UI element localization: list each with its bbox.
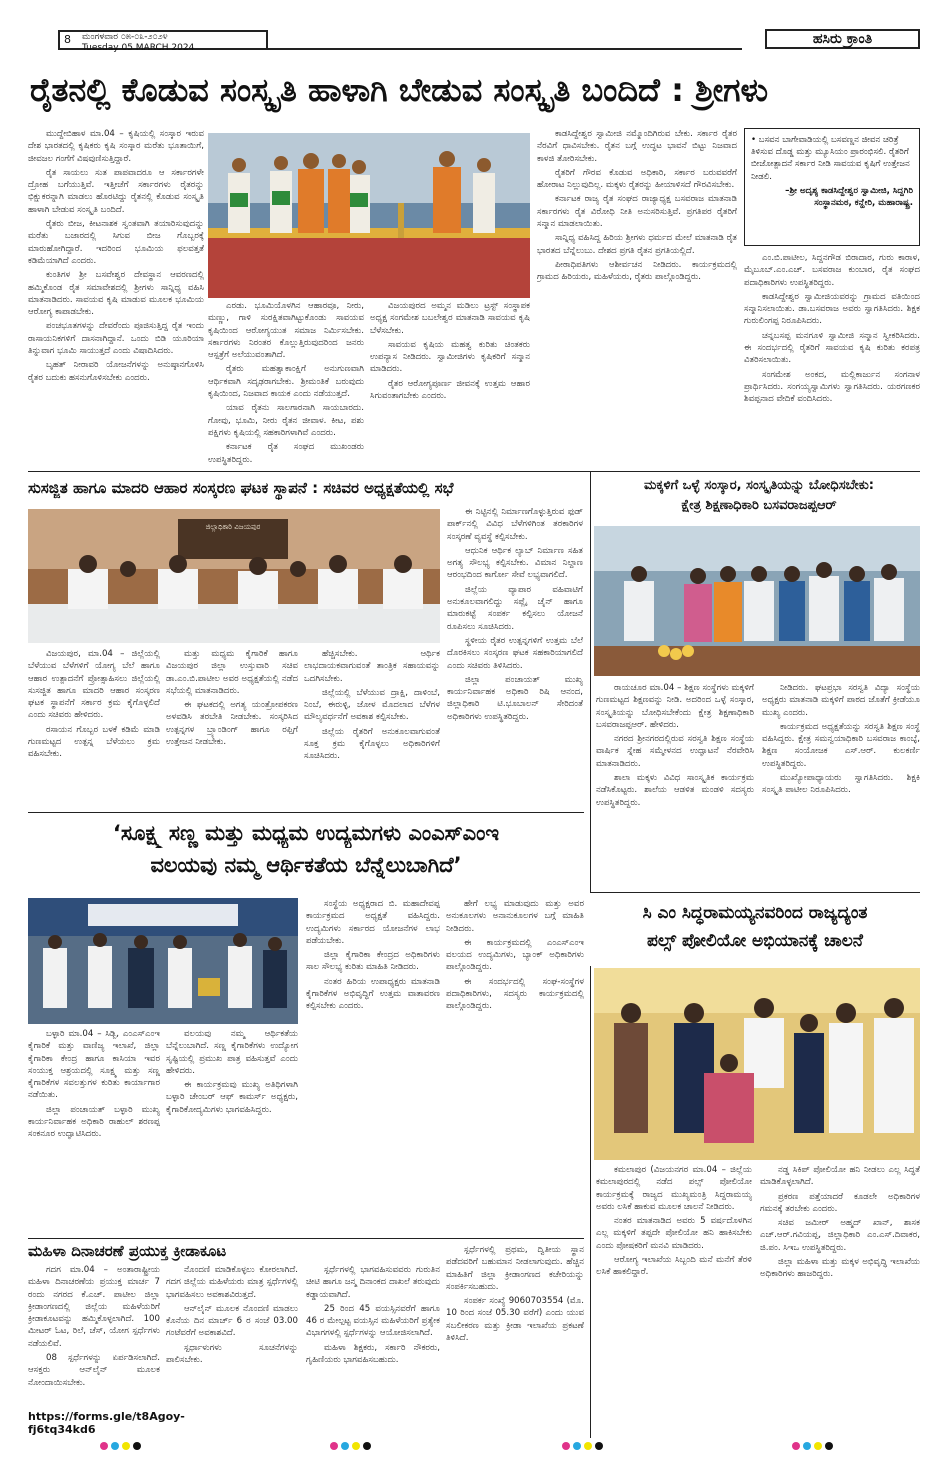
womens-day-paragraph: ಸ್ಪರ್ಧಾಳುಗಳು ಸೂಚನೆಗಳನ್ನು ಪಾಲಿಸಬೇಕು.: [166, 1342, 298, 1366]
lead-paragraph: ಯಾವ ರೈತನು ಸಾಲಗಾರನಾಗಿ ಸಾಯಬಾರದು. ಗೋವು, ಭೂಮಿ, ನೀರು ರೈತನ ಜೀವಾಳ. ಕೀಟ, ಪಶು ಪಕ್ಷಿಗಳು ಕೃಷಿಯಲ್ಲಿ ಸಹಕಾರಿಗಳಾಗಿವೆ ಎಂದರು.: [208, 403, 364, 438]
registration-dot: [814, 1442, 822, 1450]
registration-dot: [330, 1442, 338, 1450]
womens-day-paragraph: ಸ್ಪರ್ಧೆಗಳಲ್ಲಿ ಭಾಗವಹಿಸುವವರು ಗುರುತಿನ ಚೀಟಿ ಹಾಗೂ ಜನ್ಮ ದಿನಾಂಕದ ದಾಖಲೆ ತರುವುದು ಕಡ್ಡಾಯವಾಗಿದೆ.: [306, 1265, 440, 1300]
lead-paragraph: ಎರಡು. ಭೂಮಿಯೊಳಗಿನ ಆಹಾರವೂ, ನೀರು, ಮಣ್ಣು, ಗಾಳಿ ಸುರಕ್ಷಿತವಾಗಿಟ್ಟುಕೊಂಡು ಸಾವಯವ ಕೃಷಿಯಿಂದ ಆರೋಗ್ಯಯುತ ಸಮಾಜ ನಿರ್ಮಿಸಬೇಕು. ಸರ್ಕಾರಗಳು ನಿರಂತರ ಕೊಲ್ಲುತ್ತಿರುವುದರಿಂದ ಜನರು ಆಸ್ಪತ್ರೆಗೆ ಅಲೆಯುವಂತಾಗಿದೆ.: [208, 301, 364, 361]
womens-day-column-1: [28, 1264, 160, 1406]
polio-paragraph: ಕಮಲಾಪುರ (ವಿಜಯನಗರ ಮಾ.04 – ಜಿಲ್ಲೆಯ ಕಮಲಾಪುರದಲ್ಲಿ ನಡೆದ ಪಲ್ಸ್ ಪೋಲಿಯೋ ಕಾರ್ಯಕ್ರಮಕ್ಕೆ ರಾಜ್ಯದ ಮುಖ್ಯಮಂತ್ರಿ ಸಿದ್ದರಾಮಯ್ಯ ಅವರು ಲಸಿಕೆ ಹಾಕುವ ಮೂಲಕ ಚಾಲನೆ ನೀಡಿದರು.: [596, 1165, 752, 1212]
food-paragraph: ರಸಾಯನ ಗೊಬ್ಬರ ಬಳಕೆ ಕಡಿಮೆ ಮಾಡಿ ಗುಣಮಟ್ಟದ ಉತ್ಪನ್ನ ಬೆಳೆಯಲು ಕ್ರಮ ವಹಿಸಬೇಕು.: [28, 724, 160, 760]
polio-paragraph: ಪ್ರಕರಣ ಪತ್ತೆಯಾದರೆ ಕೂಡಲೇ ಅಧಿಕಾರಿಗಳ ಗಮನಕ್ಕೆ ತರಬೇಕು ಎಂದರು.: [760, 1191, 920, 1214]
msme-paragraph: ಜಿಲ್ಲಾ ಪಂಚಾಯತ್ ಬಳ್ಳಾರಿ ಮುಖ್ಯ ಕಾರ್ಯನಿರ್ವಾಹಕ ಅಧಿಕಾರಿ ರಾಹುಲ್ ಶರಣಪ್ಪ ಸಂಕನೂರ ಉದ್ಘಾಟಿಸಿದರು.: [28, 1104, 160, 1140]
lead-paragraph: ಮುದ್ದೇಬಿಹಾಳ ಮಾ.04 – ಕೃಷಿಯಲ್ಲಿ ಸಂಸ್ಕಾರ ಇರುವ ದೇಶ ಭಾರತದಲ್ಲಿ ಕೃಷಿಕರು ಕೃಷಿ ಸಂಸ್ಕಾರ ಮರೆತು ಭೂತಾಯಿಗೆ, ಜೀವಜಲ ಗಂಗೆಗೆ ವಿಷವುಣಿಸುತ್ತಿದ್ದಾರೆ.: [28, 129, 204, 164]
polio-event-photo-image: [594, 968, 920, 1160]
weekday-date-english: Tuesday 05 MARCH 2024: [82, 43, 195, 53]
food-paragraph: ಜಿಲ್ಲೆಯ ರೈತರಿಗೆ ಅನುಕೂಲವಾಗುವಂತೆ ಸೂಕ್ತ ಕ್ರಮ ಕೈಗೊಳ್ಳಲು ಅಧಿಕಾರಿಗಳಿಗೆ ಸೂಚಿಸಿದರು.: [304, 726, 440, 762]
msme-paragraph: ಈ ಕಾರ್ಯಕ್ರಮದಲ್ಲಿ ಎಂಎಸ್ಎಂಇ ವಲಯದ ಉದ್ಯಮಿಗಳು, ಬ್ಯಾಂಕ್ ಅಧಿಕಾರಿಗಳು ಪಾಲ್ಗೊಂಡಿದ್ದರು.: [446, 937, 584, 973]
msme-event-photo-image: [28, 898, 298, 1024]
food-paragraph: ಹೆಚ್ಚಿಸಬೇಕು. ಆರ್ಥಿಕ ಲಾಭದಾಯಕವಾಗುವಂತೆ ತಾಂತ್ರಿಕ ಸಹಾಯವನ್ನು ಒದಗಿಸಬೇಕು.: [304, 649, 440, 684]
food-story-right-column: [447, 506, 583, 806]
lead-paragraph: ವಿಜಯಪುರದ ಅಮ್ಮನ ಮಡಿಲು ಟ್ರಸ್ಟ್ ಸಂಸ್ಥಾಪಕ ಅಧ್ಯಕ್ಷ ಸಂಗಮೇಶ ಬಬಲೇಶ್ವರ ಮಾತನಾಡಿ ಸಾವಯವ ಕೃಷಿ ಬೆಳೆಸಬೇಕು.: [370, 301, 530, 336]
quote-text: • ಬಸವನ ಬಾಗೇವಾಡಿಯಲ್ಲಿ ಬಸವಣ್ಣನ ಜೀವನ ಚರಿತ್ರೆ ತಿಳಿಸುವ ದೊಡ್ಡ ಮತ್ತು ಮ್ಯೂಸಿಯಂ ಪ್ರಾರಂಭಿಸಲಿ. ರೈತರಿಗೆ ಬೀಜೋತ್ಪಾದನೆ ಸರ್ಕಾರ ನೀಡಿ ಸಾವಯವ ಕೃಷಿಗೆ ಉತ್ತೇಜನ ನೀಡಲಿ.: [751, 135, 910, 182]
lead-paragraph: ಪೀಠಾಧಿಪತಿಗಳು ಆಶೀರ್ವಚನ ನೀಡಿದರು. ಕಾರ್ಯಕ್ರಮದಲ್ಲಿ ಗ್ರಾಮದ ಹಿರಿಯರು, ಮಹಿಳೆಯರು, ರೈತರು ಪಾಲ್ಗೊಂಡಿದ್ದರು.: [537, 259, 737, 283]
lead-paragraph: ಕರ್ನಾಟಕ ರಾಜ್ಯ ರೈತ ಸಂಘದ ರಾಜ್ಯಾಧ್ಯಕ್ಷ ಬಸವರಾಜ ಮಾತನಾಡಿ ಸರ್ಕಾರಗಳು ರೈತ ವಿರೋಧಿ ನೀತಿ ಅನುಸರಿಸುತ್ತಿವೆ. ಪ್ರಗತಿಪರ ರೈತರಿಗೆ ಸನ್ಮಾನ ಮಾಡಲಾಯಿತು.: [537, 194, 737, 230]
teacher-paragraph: ಕಾರ್ಯಕ್ರಮದ ಅಧ್ಯಕ್ಷತೆಯನ್ನು ಸರಸ್ವತಿ ಶಿಕ್ಷಣ ಸಂಸ್ಥೆ ವಹಿಸಿದ್ದರು. ಕ್ಷೇತ್ರ ಸಮನ್ವಯಾಧಿಕಾರಿ ಬಸವರಾಜ ಕಾಂಬ್ಳೆ, ಶಿಕ್ಷಣ ಸಂಯೋಜಕ ಎಸ್.ಆರ್. ಕುಲಕರ್ಣಿ ಉಪಸ್ಥಿತರಿದ್ದರು.: [762, 721, 920, 769]
lead-paragraph: ಕಾಡಸಿದ್ದೇಶ್ವರ ಸ್ವಾಮೀಜಿಯವರನ್ನು ಗ್ರಾಮದ ವತಿಯಿಂದ ಸನ್ಮಾನಿಸಲಾಯಿತು. ಡಾ.ಬಸವರಾಜ ಅವರು ಸ್ವಾಗತಿಸಿದರು. ಶಿಕ್ಷಕ ಗುರುಲಿಂಗಪ್ಪ ನಿರೂಪಿಸಿದರು.: [744, 291, 920, 327]
photo-sign: ಜಿಲ್ಲಾಧಿಕಾರಿ ವಿಜಯಪುರ: [205, 523, 261, 531]
registration-dot: [562, 1442, 570, 1450]
registration-dot: [133, 1442, 141, 1450]
page-number-box: [58, 30, 268, 53]
registration-marks: [330, 1442, 371, 1450]
polio-column-1: [596, 1164, 752, 1434]
registration-dot: [803, 1442, 811, 1450]
womens-day-paragraph: 25 ರಿಂದ 45 ವಯಸ್ಸಿನವರೆಗೆ ಹಾಗೂ 46 ರ ಮೇಲ್ಪಟ್ಟ ವಯಸ್ಸಿನ ಮಹಿಳೆಯರಿಗೆ ಪ್ರತ್ಯೇಕ ವಿಭಾಗಗಳಲ್ಲಿ ಸ್ಪರ್ಧೆಗಳನ್ನು ಆಯೋಜಿಸಲಾಗಿದೆ.: [306, 1303, 440, 1339]
lead-paragraph: ಸಂಗಮೇಶ ಅಂಕದ, ಮಲ್ಲಿಕಾರ್ಜುನ ಸಂಗನಾಳ ಪ್ರಾರ್ಥಿಸಿದರು. ಸಂಗಯ್ಯಸ್ವಾಮಿಗಳು ಸ್ವಾಗತಿಸಿದರು. ಯರಗಣಕರ ಶಿವಪ್ಪನಾದ ವೇದಿಕೆ ವಂದಿಸಿದರು.: [744, 369, 920, 405]
teacher-story-headline-line1: ಮಕ್ಕಳಿಗೆ ಒಳ್ಳೆ ಸಂಸ್ಕಾರ, ಸಂಸ್ಕೃತಿಯನ್ನು ಬೋಧಿಸಬೇಕು:: [644, 478, 874, 493]
womens-day-paragraph: ಗದಗ ಮಾ.04 – ಅಂತಾರಾಷ್ಟ್ರೀಯ ಮಹಿಳಾ ದಿನಾಚರಣೆಯ ಪ್ರಯುಕ್ತ ಮಾರ್ಚ 7 ರಂದು ನಗರದ ಕೆ.ಎಚ್. ಪಾಟೀಲ ಜಿಲ್ಲಾ ಕ್ರೀಡಾಂಗಣದಲ್ಲಿ ಜಿಲ್ಲೆಯ ಮಹಿಳೆಯರಿಗೆ ಕ್ರೀಡಾಕೂಟವನ್ನು ಹಮ್ಮಿಕೊಳ್ಳಲಾಗಿದೆ. 100 ಮೀಟರ್ ಓಟ, ರಿಲೆ, ಚೆಸ್, ಯೋಗ ಸ್ಪರ್ಧೆಗಳು ನಡೆಯಲಿವೆ.: [28, 1265, 160, 1349]
lead-paragraph: ಸಾವಯವ ಕೃಷಿಯ ಮಹತ್ವ ಕುರಿತು ಚಿಂತಕರು ಉಪನ್ಯಾಸ ನೀಡಿದರು. ಸ್ವಾಮೀಜಿಗಳು ಕೃಷಿಕರಿಗೆ ಸನ್ಮಾನ ಮಾಡಿದರು.: [370, 339, 530, 375]
lead-column-2: [208, 300, 364, 468]
registration-dot: [100, 1442, 108, 1450]
msme-paragraph: ಸಂಸ್ಥೆಯ ಅಧ್ಯಕ್ಷರಾದ ಬಿ. ಮಹಾದೇವಪ್ಪ ಕಾರ್ಯಕ್ರಮದ ಅಧ್ಯಕ್ಷತೆ ವಹಿಸಿದ್ದರು. ಉದ್ಯಮಿಗಳು ಸರ್ಕಾರದ ಯೋಜನೆಗಳ ಲಾಭ ಪಡೆಯಬೇಕು.: [306, 899, 440, 946]
lead-paragraph: ಕರ್ನಾಟಕ ರೈತ ಸಂಘದ ಮುಖಂಡರು ಉಪಸ್ಥಿತರಿದ್ದರು.: [208, 442, 364, 465]
food-paragraph: ವಿಜಯಪುರ, ಮಾ.04 – ಜಿಲ್ಲೆಯಲ್ಲಿ ಬೆಳೆಯುವ ಬೆಳೆಗಳಿಗೆ ಯೋಗ್ಯ ಬೆಲೆ ಹಾಗೂ ಆಹಾರ ಉತ್ಪಾದನೆಗೆ ಪ್ರೋತ್ಸಾಹಿಸಲು ಜಿಲ್ಲೆಯಲ್ಲಿ ಸುಸಜ್ಜಿತ ಹಾಗೂ ಮಾದರಿ ಆಹಾರ ಸಂಸ್ಕರಣ ಘಟಕ ಸ್ಥಾಪನೆಗೆ ಸರ್ಕಾರ ಕ್ರಮ ಕೈಗೊಳ್ಳಲಿದೆ ಎಂದು ಸಚಿವರು ಹೇಳಿದರು.: [28, 649, 160, 721]
womens-day-column-4: [446, 1244, 584, 1434]
womens-day-paragraph: ಸ್ಪರ್ಧೆಗಳಲ್ಲಿ ಪ್ರಥಮ, ದ್ವಿತೀಯ ಸ್ಥಾನ ಪಡೆದವರಿಗೆ ಬಹುಮಾನ ನೀಡಲಾಗುವುದು. ಹೆಚ್ಚಿನ ಮಾಹಿತಿಗೆ ಜಿಲ್ಲಾ ಕ್ರೀಡಾಂಗಣದ ಕಚೇರಿಯನ್ನು ಸಂಪರ್ಕಿಸಬಹುದು.: [446, 1245, 584, 1292]
food-story-headline: ಸುಸಜ್ಜಿತ ಹಾಗೂ ಮಾದರಿ ಆಹಾರ ಸಂಸ್ಕರಣ ಘಟಕ ಸ್ಥಾಪನೆ : ಸಚಿವರ ಅಧ್ಯಕ್ಷತೆಯಲ್ಲಿ ಸಭೆ: [28, 479, 454, 497]
registration-marks: [562, 1442, 603, 1450]
lead-paragraph: ಚನ್ನಬಸಪ್ಪ ಮನಗೂಳಿ ಸ್ವಾಮೀಜಿ ಸನ್ಮಾನ ಸ್ವೀಕರಿಸಿದರು. ಈ ಸಂದರ್ಭದಲ್ಲಿ ರೈತರಿಗೆ ಸಾವಯವ ಕೃಷಿ ಕುರಿತು ಕರಪತ್ರ ವಿತರಿಸಲಾಯಿತು.: [744, 330, 920, 366]
lead-column-1: [28, 128, 204, 468]
section-divider: [28, 471, 920, 472]
teacher-story-column-2: [762, 682, 920, 887]
womens-day-column-3: [306, 1264, 440, 1434]
column-divider: [590, 472, 591, 892]
food-paragraph: ಸ್ಥಳೀಯ ರೈತರ ಉತ್ಪನ್ನಗಳಿಗೆ ಉತ್ತಮ ಬೆಲೆ ದೊರಕಿಸಲು ಸಂಸ್ಕರಣ ಘಟಕ ಸಹಕಾರಿಯಾಗಲಿದೆ ಎಂದು ಸಚಿವರು ತಿಳಿಸಿದರು.: [447, 635, 583, 671]
newspaper-brand: ಹಸಿರು ಕ್ರಾಂತಿ: [765, 29, 920, 49]
womens-day-paragraph: ನೊಂದಣಿ ಮಾಡಿಕೊಳ್ಳಲು ಕೋರಲಾಗಿದೆ. ಗದಗ ಜಿಲ್ಲೆಯ ಮಹಿಳೆಯರು ಮಾತ್ರ ಸ್ಪರ್ಧೆಗಳಲ್ಲಿ ಭಾಗವಹಿಸಲು ಅವಕಾಶವಿರುತ್ತದೆ.: [166, 1265, 298, 1300]
registration-dot: [792, 1442, 800, 1450]
polio-headline-line1: ಸಿ ಎಂ ಸಿದ್ಧರಾಮಯ್ಯನವರಿಂದ ರಾಜ್ಯದ್ಯಂತ: [642, 903, 868, 923]
food-paragraph: ಈ ಘಟಕದಲ್ಲಿ ಅಗತ್ಯ ಯಂತ್ರೋಪಕರಣ ಅಳವಡಿಸಿ ತರಬೇತಿ ನೀಡಬೇಕು. ಸಂಸ್ಕರಿಸಿದ ಉತ್ಪನ್ನಗಳ ಬ್ರ್ಯಾಂಡಿಂಗ್ ಹಾಗೂ ರಫ್ತಿಗೆ ಉತ್ತೇಜನ ನೀಡಬೇಕು.: [166, 700, 298, 748]
msme-paragraph: ಹೇಗೆ ಲಭ್ಯ ಮಾಡುವುದು ಮತ್ತು ಅವರ ಅನುಕೂಲಗಳು ಅನಾನುಕೂಲಗಳ ಬಗ್ಗೆ ಮಾಹಿತಿ ನೀಡಿದರು.: [446, 899, 584, 934]
registration-dot: [573, 1442, 581, 1450]
msme-paragraph: ಈ ಸಂದರ್ಭದಲ್ಲಿ ಸಂಘ-ಸಂಸ್ಥೆಗಳ ಪದಾಧಿಕಾರಿಗಳು, ಸದಸ್ಯರು ಕಾರ್ಯಕ್ರಮದಲ್ಲಿ ಪಾಲ್ಗೊಂಡಿದ್ದರು.: [446, 976, 584, 1012]
registration-link[interactable]: https://forms.gle/t8Agoy-fj6tq34kd6: [28, 1410, 185, 1436]
registration-dot: [111, 1442, 119, 1450]
registration-dot: [341, 1442, 349, 1450]
womens-day-paragraph: ಮಹಿಳಾ ಶಿಕ್ಷಕರು, ಸರ್ಕಾರಿ ನೌಕರರು, ಗೃಹಿಣಿಯರು ಭಾಗವಹಿಸಬಹುದು.: [306, 1342, 440, 1366]
polio-paragraph: ನಂತರ ಮಾತನಾಡಿದ ಅವರು 5 ವರ್ಷದೊಳಗಿನ ಎಲ್ಲ ಮಕ್ಕಳಿಗೆ ತಪ್ಪದೇ ಪೋಲಿಯೋ ಹನಿ ಹಾಕಿಸಬೇಕು ಎಂದು ಪೋಷಕರಿಗೆ ಮನವಿ ಮಾಡಿದರು.: [596, 1216, 752, 1251]
registration-dot: [363, 1442, 371, 1450]
polio-paragraph: ಜಿಲ್ಲಾ ಮಹಿಳಾ ಮತ್ತು ಮಕ್ಕಳ ಅಭಿವೃದ್ಧಿ ಇಲಾಖೆಯ ಅಧಿಕಾರಿಗಳು ಹಾಜರಿದ್ದರು.: [760, 1257, 920, 1280]
food-paragraph: ಮತ್ತು ಮಧ್ಯಮ ಕೈಗಾರಿಕೆ ಹಾಗೂ ವಿಜಯಪುರ ಜಿಲ್ಲಾ ಉಸ್ತುವಾರಿ ಸಚಿವ ಡಾ.ಎಂ.ಬಿ.ಪಾಟೀಲ ಅವರ ಅಧ್ಯಕ್ಷತೆಯಲ್ಲಿ ನಡೆದ ಸಭೆಯಲ್ಲಿ ಮಾತನಾಡಿದರು.: [166, 649, 298, 696]
lead-headline: ರೈತನಲ್ಲಿ ಕೊಡುವ ಸಂಸ್ಕೃತಿ ಹಾಳಾಗಿ ಬೇಡುವ ಸಂಸ್ಕೃತಿ ಬಂದಿದೆ : ಶ್ರೀಗಳು: [30, 71, 769, 109]
lead-paragraph: ಎಂ.ಬಿ.ಪಾಟೀಲ, ಸಿದ್ದನಗೌಡ ಬಿರಾದಾರ, ಗುರು ಕಾರಾಳ, ಮೈಬೂಬ್.ಎಂ.ಎಚ್. ಬಸವರಾಜ ಕುಂಬಾರ, ರೈತ ಸಂಘದ ಪದಾಧಿಕಾರಿಗಳು ಉಪಸ್ಥಿತರಿದ್ದರು.: [744, 253, 920, 288]
lead-photo-image: [208, 133, 530, 298]
food-paragraph: ಆಧುನಿಕ ಆರ್ಥಿಕ ಲ್ಯಾಬ್ ನಿರ್ಮಾಣ ಸಹಿತ ಅಗತ್ಯ ಸೌಲಭ್ಯ ಕಲ್ಪಿಸಬೇಕು. ವಿಮಾನ ನಿಲ್ದಾಣ ಆರಂಭದಿಂದ ಕಾರ್ಗೋ ಸೇವೆ ಲಭ್ಯವಾಗಲಿದೆ.: [447, 545, 583, 581]
section-divider: [590, 892, 920, 893]
masthead-rule: [268, 48, 742, 50]
msme-paragraph: ಜಿಲ್ಲಾ ಕೈಗಾರಿಕಾ ಕೇಂದ್ರದ ಅಧಿಕಾರಿಗಳು ಸಾಲ ಸೌಲಭ್ಯ ಕುರಿತು ಮಾಹಿತಿ ನೀಡಿದರು.: [306, 950, 440, 973]
teacher-paragraph: ನೀಡಿದರು. ಘಟಪ್ರಭಾ ಸರಸ್ವತಿ ವಿದ್ಯಾ ಸಂಸ್ಥೆಯ ಅಧ್ಯಕ್ಷರು ಮಾತನಾಡಿ ಮಕ್ಕಳಿಗೆ ಪಾಠದ ಜೊತೆಗೆ ಕ್ರೀಡೆಯೂ ಮುಖ್ಯ ಎಂದರು.: [762, 683, 920, 718]
food-story-column-2: [166, 648, 298, 808]
msme-paragraph: ಈ ಕಾರ್ಯಕ್ರಮವು ಮುಖ್ಯ ಅತಿಥಿಗಳಾಗಿ ಬಳ್ಳಾರಿ ಚೇಂಬರ್ ಆಫ್ ಕಾಮರ್ಸ್ ಅಧ್ಯಕ್ಷರು, ಕೈಗಾರಿಕೋದ್ಯಮಿಗಳು ಭಾಗವಹಿಸಿದ್ದರು.: [166, 1080, 298, 1115]
food-story-column-3: [304, 648, 440, 808]
msme-column-2: [166, 1028, 298, 1234]
womens-day-paragraph: 08 ಸ್ಪರ್ಧೆಗಳನ್ನು ಏರ್ಪಡಿಸಲಾಗಿದೆ. ಆಸಕ್ತರು ಆನ್‌ಲೈನ್ ಮೂಲಕ ನೋಂದಾಯಿಸಬೇಕು.: [28, 1353, 160, 1388]
registration-dot: [825, 1442, 833, 1450]
polio-paragraph: ನಡ್ಡ ಸಿಕಿಪ್ ಪೋಲಿಯೋ ಹನಿ ನೀಡಲು ಎಲ್ಲ ಸಿದ್ಧತೆ ಮಾಡಿಕೊಳ್ಳಲಾಗಿದೆ.: [760, 1165, 920, 1188]
teacher-story-photo: [594, 526, 920, 676]
section-divider: [28, 812, 584, 813]
msme-column-1: [28, 1028, 160, 1234]
teacher-paragraph: ಮುಖ್ಯೋಪಾಧ್ಯಾಯರು ಸ್ವಾಗತಿಸಿದರು. ಶಿಕ್ಷಕಿ ಸಂಸ್ಕೃತಿ ಪಾಟೀಲ ನಿರೂಪಿಸಿದರು.: [762, 773, 920, 796]
lead-paragraph: ರೈತರು ಮಹತ್ವಾಕಾಂಕ್ಷಿಗೆ ಅನುಗುಣವಾಗಿ ಆರ್ಥಿಕವಾಗಿ ಸದೃಢರಾಗಬೇಕು. ಶ್ರೀಮಂತಿಕೆ ಬರುವುದು ಕೃಷಿಯಿಂದ, ನಿಜವಾದ ಕಾಯಕ ಎಂದು ನಡೆಯುತ್ತದೆ.: [208, 364, 364, 400]
registration-marks: [792, 1442, 833, 1450]
polio-headline-line2: ಪಲ್ಸ್ ಪೋಲಿಯೋ ಅಭಿಯಾನಕ್ಕೆ ಚಾಲನೆ: [647, 931, 863, 951]
registration-marks: [100, 1442, 141, 1450]
polio-column-2: [760, 1164, 920, 1434]
school-event-photo-image: [594, 526, 920, 676]
weekday-date-kannada: ಮಂಗಳವಾರ ೦೫-೦೩-೨೦೨೪: [82, 32, 168, 42]
msme-photo: [28, 898, 298, 1024]
teacher-paragraph: ನಗರದ ಶ್ರೀನಗರದಲ್ಲಿರುವ ಸರಸ್ವತಿ ಶಿಕ್ಷಣ ಸಂಸ್ಥೆಯ ವಾರ್ಷಿಕ ಸ್ನೇಹ ಸಮ್ಮೇಳನದ ಉದ್ಘಾಟನೆ ನೆರವೇರಿಸಿ ಮಾತನಾಡಿದರು.: [596, 734, 754, 769]
lead-column-5: [744, 252, 920, 468]
section-divider: [28, 1238, 584, 1239]
msme-headline-line1: ‘ಸೂಕ್ಷ್ಮ ಸಣ್ಣ ಮತ್ತು ಮಧ್ಯಮ ಉದ್ಯಮಗಳು ಎಂಎಸ್ಎಂಇ: [112, 821, 500, 845]
lead-paragraph: ರೈತರಿಗೆ ಗೌರವ ಕೊಡುವ ಅಧಿಕಾರಿ, ಸರ್ಕಾರ ಬರುವವರೆಗೆ ಹೋರಾಟ ನಿಲ್ಲುವುದಿಲ್ಲ. ಮಕ್ಕಳು ರೈತರನ್ನು ಹೀಯಾಳಿಸದೆ ಗೌರವಿಸಬೇಕು.: [537, 167, 737, 191]
page-number: 8: [64, 33, 71, 46]
food-story-column-1: [28, 648, 160, 808]
womens-day-headline: ಮಹಿಳಾ ದಿನಾಚರಣೆ ಪ್ರಯುಕ್ತ ಕ್ರೀಡಾಕೂಟ: [28, 1242, 227, 1260]
lead-column-4: [537, 128, 737, 468]
msme-paragraph: ನಂತರ ಹಿರಿಯ ಉಪಾಧ್ಯಕ್ಷರು ಮಾತನಾಡಿ ಕೈಗಾರಿಕೆಗಳ ಅಭಿವೃದ್ಧಿಗೆ ಉತ್ತಮ ವಾತಾವರಣ ಕಲ್ಪಿಸಬೇಕು ಎಂದರು.: [306, 976, 440, 1012]
womens-day-paragraph: ಸಂಪರ್ಕ ಸಂಖ್ಯೆ 9060703554 (ಮೊ. 10 ರಿಂದ ಸಂಜೆ 05.30 ವರೆಗೆ) ಎಂದು ಯುವ ಸಬಲೀಕರಣ ಮತ್ತು ಕ್ರೀಡಾ ಇಲಾಖೆಯ ಪ್ರಕಟಣೆ ತಿಳಿಸಿದೆ.: [446, 1296, 584, 1344]
womens-day-column-2: [166, 1264, 298, 1434]
lead-paragraph: ಬೃಹತ್ ನೀರಾವರಿ ಯೋಜನೆಗಳನ್ನು ಅನುಷ್ಠಾನಗೊಳಿಸಿ ರೈತರ ಬದುಕು ಹಸನುಗೊಳಿಸಬೇಕು ಎಂದರು.: [28, 360, 204, 383]
lead-paragraph: ಕಾಡಸಿದ್ದೇಶ್ವರ ಸ್ವಾಮೀಜಿ ನಮ್ಮೊಂದಿಗಿರುವ ಬೇಕು. ಸರ್ಕಾರ ರೈತರ ನೆರವಿಗೆ ಧಾವಿಸಬೇಕು. ರೈತನ ಬಗ್ಗೆ ಉದ್ಧಟ ಭಾವನೆ ಬಿಟ್ಟು ನಿಜವಾದ ಕಾಳಜಿ ತೋರಿಸಬೇಕು.: [537, 129, 737, 164]
teacher-story-column-1: [596, 682, 754, 887]
msme-right-column-1: [306, 898, 440, 1238]
msme-headline-line2: ವಲಯವು ನಮ್ಮ ಆರ್ಥಿಕತೆಯ ಬೆನ್ನೆಲುಬಾಗಿದೆ’: [150, 853, 462, 877]
food-paragraph: ಜಿಲ್ಲಾ ಪಂಚಾಯತ್ ಮುಖ್ಯ ಕಾರ್ಯನಿರ್ವಾಹಕ ಅಧಿಕಾರಿ ರಿಷಿ ಆನಂದ, ಜಿಲ್ಲಾಧಿಕಾರಿ ಟಿ.ಭೂಬಾಲನ್ ಸೇರಿದಂತೆ ಅಧಿಕಾರಿಗಳು ಉಪಸ್ಥಿತರಿದ್ದರು.: [447, 674, 583, 722]
lead-photo: [208, 133, 530, 298]
lead-paragraph: ಸಾನ್ನಿಧ್ಯ ವಹಿಸಿದ್ದ ಹಿರಿಯ ಶ್ರೀಗಳು ಧರ್ಮದ ಮೇಲೆ ಮಾತನಾಡಿ ರೈತ ಭಾರತದ ಬೆನ್ನೆಲುಬು. ದೇಶದ ಪ್ರಗತಿ ರೈತನ ಪ್ರಗತಿಯಲ್ಲಿದೆ.: [537, 233, 737, 256]
womens-day-paragraph: ಆನ್‌ಲೈನ್ ಮೂಲಕ ನೊಂದಣಿ ಮಾಡಲು ಕೊನೆಯ ದಿನ ಮಾರ್ಚ್ 6 ರ ಸಂಜೆ 03.00 ಗಂಟೆವರೆಗೆ ಅವಕಾಶವಿದೆ.: [166, 1303, 298, 1339]
food-paragraph: ಜಿಲ್ಲೆಯಲ್ಲಿ ಬೆಳೆಯುವ ದ್ರಾಕ್ಷಿ, ದಾಳಿಂಬೆ, ನಿಂಬೆ, ಈರುಳ್ಳಿ, ಜೋಳ ಮೊದಲಾದ ಬೆಳೆಗಳ ಮೌಲ್ಯವರ್ಧನೆಗೆ ಅವಕಾಶ ಕಲ್ಪಿಸಬೇಕು.: [304, 687, 440, 723]
lead-paragraph: ಕುಂತಿಗಳ ಶ್ರೀ ಬಸವೇಶ್ವರ ದೇವಸ್ಥಾನ ಆವರಣದಲ್ಲಿ ಹಮ್ಮಿಕೊಂಡ ರೈತ ಸಮಾವೇಶದಲ್ಲಿ ಶ್ರೀಗಳು ಸಾನ್ನಿಧ್ಯ ವಹಿಸಿ ಮಾತನಾಡಿದರು. ಸಾವಯವ ಕೃಷಿ ಮಾಡುವ ಮೂಲಕ ಭೂಮಿಯ ಆರೋಗ್ಯ ಕಾಪಾಡಬೇಕು.: [28, 270, 204, 318]
column-divider: [590, 966, 591, 1438]
quote-attribution: –ಶ್ರೀ ಅದೃಶ್ಯ ಕಾಡಸಿದ್ದೇಶ್ವರ ಸ್ವಾಮೀಜಿ, ಸಿದ್ದಗಿರಿ ಸಂಸ್ಥಾನಮಠ, ಕನ್ಹೇರಿ, ಮಹಾರಾಷ್ಟ್ರ.: [785, 185, 913, 209]
polio-paragraph: ಆರೋಗ್ಯ ಇಲಾಖೆಯ ಸಿಬ್ಬಂದಿ ಮನೆ ಮನೆಗೆ ತೆರಳಿ ಲಸಿಕೆ ಹಾಕಲಿದ್ದಾರೆ.: [596, 1255, 752, 1278]
msme-paragraph: ವಲಯವು ನಮ್ಮ ಆರ್ಥಿಕತೆಯ ಬೆನ್ನೆಲುಬಾಗಿದೆ. ಸಣ್ಣ ಕೈಗಾರಿಕೆಗಳು ಉದ್ಯೋಗ ಸೃಷ್ಟಿಯಲ್ಲಿ ಪ್ರಮುಖ ಪಾತ್ರ ವಹಿಸುತ್ತವೆ ಎಂದು ಹೇಳಿದರು.: [166, 1029, 298, 1076]
registration-dot: [584, 1442, 592, 1450]
msme-paragraph: ಬಳ್ಳಾರಿ ಮಾ.04 – ಸಿಡ್ಬಿ, ಎಂಎಸ್ಎಂಇ ಕೈಗಾರಿಕೆ ಮತ್ತು ವಾಣಿಜ್ಯ ಇಲಾಖೆ, ಜಿಲ್ಲಾ ಕೈಗಾರಿಕಾ ಕೇಂದ್ರ ಹಾಗೂ ಕಾಸಿಯಾ ಇವರ ಸಂಯುಕ್ತ ಆಶ್ರಯದಲ್ಲಿ ಸೂಕ್ಷ್ಮ ಮತ್ತು ಸಣ್ಣ ಕೈಗಾರಿಕೆಗಳ ಸವಲತ್ತುಗಳ ಕುರಿತು ಕಾರ್ಯಾಗಾರ ನಡೆಯಿತು.: [28, 1029, 160, 1101]
teacher-story-headline-line2: ಕ್ಷೇತ್ರ ಶಿಕ್ಷಣಾಧಿಕಾರಿ ಬಸವರಾಜಪ್ಪಆರ್: [681, 498, 837, 513]
food-story-photo: [28, 509, 440, 643]
lead-column-3: [370, 300, 530, 468]
polio-photo: [594, 968, 920, 1160]
teacher-paragraph: ರಾಯಚೂರ ಮಾ.04 – ಶಿಕ್ಷಣ ಸಂಸ್ಥೆಗಳು ಮಕ್ಕಳಿಗೆ ಗುಣಮಟ್ಟದ ಶಿಕ್ಷಣವನ್ನು ನೀಡಿ. ಅದರಿಂದ ಒಳ್ಳೆ ಸಂಸ್ಕಾರ, ಸಂಸ್ಕೃತಿಯನ್ನು ಬೋಧಿಸಬೇಕೆಂದು ಕ್ಷೇತ್ರ ಶಿಕ್ಷಣಾಧಿಕಾರಿ ಬಸವರಾಜಪ್ಪಆರ್. ಹೇಳಿದರು.: [596, 683, 754, 730]
lead-paragraph: ರೈತರ ಆರೋಗ್ಯಪೂರ್ಣ ಜೀವನಕ್ಕೆ ಉತ್ತಮ ಆಹಾರ ಸಿಗುವಂತಾಗಬೇಕು ಎಂದರು.: [370, 378, 530, 402]
polio-paragraph: ಸಚಿವ ಜಮೀರ್ ಅಹ್ಮದ್ ಖಾನ್, ಶಾಸಕ ಎಚ್.ಆರ್.ಗವಿಯಪ್ಪ, ಜಿಲ್ಲಾಧಿಕಾರಿ ಎಂ.ಎಸ್.ದಿವಾಕರ, ಜಿ.ಪಂ. ಸಿಇಒ ಉಪಸ್ಥಿತರಿದ್ದರು.: [760, 1218, 920, 1253]
registration-dot: [595, 1442, 603, 1450]
lead-paragraph: ಪಂಚಭೂತಗಳನ್ನು ದೇವರೆಂದು ಪೂಜಿಸುತ್ತಿದ್ದ ರೈತ ಇಂದು ರಾಸಾಯನಿಕಗಳಿಗೆ ದಾಸನಾಗಿದ್ದಾನೆ. ಒಂದು ಬಿಡಿ ಯೂರಿಯಾ ತಿನ್ನುವಾಗ ಭೂಮಿ ಸಾಯುತ್ತದೆ ಎಂದು ವಿಷಾದಿಸಿದರು.: [28, 321, 204, 357]
registration-dot: [352, 1442, 360, 1450]
lead-paragraph: ರೈತ ಸಾಯಲು ಸುತ ಪಾಪವಾದರೂ ಆ ಸರ್ಕಾರಗಳೇ ದ್ರೋಹ ಬಗೆಯುತ್ತಿವೆ. ಇತ್ತೀಚೆಗೆ ಸರ್ಕಾರಗಳು ರೈತರನ್ನು ಭಿಕ್ಷುಕರನ್ನಾಗಿ ಮಾಡಲು ಹೊರಟಿದ್ದು ರೈತನಲ್ಲಿ ಕೊಡುವ ಸಂಸ್ಕೃತಿ ಹಾಳಾಗಿ ಬೇಡುವ ಸಂಸ್ಕೃತಿ ಬಂದಿದೆ.: [28, 167, 204, 215]
food-paragraph: ಜಿಲ್ಲೆಯ ವ್ಯಾಪಾರ ವಹಿವಾಟಿಗೆ ಅನುಕೂಲವಾಗಲಿದ್ದು ಸಪ್ಲೈ ಚೈನ್ ಹಾಗೂ ಮಾರುಕಟ್ಟೆ ಸಂಪರ್ಕ ಕಲ್ಪಿಸಲು ಯೋಜನೆ ರೂಪಿಸಲು ಸೂಚಿಸಿದರು.: [447, 584, 583, 632]
quote-box: [744, 128, 920, 246]
teacher-paragraph: ಶಾಲಾ ಮಕ್ಕಳು ವಿವಿಧ ಸಾಂಸ್ಕೃತಿಕ ಕಾರ್ಯಕ್ರಮ ನಡೆಸಿಕೊಟ್ಟರು. ಶಾಲೆಯ ಆಡಳಿತ ಮಂಡಳಿ ಸದಸ್ಯರು ಉಪಸ್ಥಿತರಿದ್ದರು.: [596, 773, 754, 808]
msme-right-column-2: [446, 898, 584, 1238]
food-paragraph: ಈ ನಿಟ್ಟಿನಲ್ಲಿ ನಿರ್ಮಾಣಗೊಳ್ಳುತ್ತಿರುವ ಫುಡ್ ಪಾರ್ಕ್‌ನಲ್ಲಿ ವಿವಿಧ ಬೆಳೆಗಳಿಗಿಂತ ತರಕಾರಿಗಳ ಸಂಸ್ಕರಣೆ ವ್ಯವಸ್ಥೆ ಕಲ್ಪಿಸಬೇಕು.: [447, 507, 583, 542]
registration-dot: [122, 1442, 130, 1450]
lead-paragraph: ರೈತರು ಬೀಜ, ಕೀಟನಾಶಕ ಸ್ವಂತವಾಗಿ ತಯಾರಿಸುವುದನ್ನು ಮರೆತು ಬಜಾರದಲ್ಲಿ ಸಿಗುವ ಬೀಜ ಗೊಬ್ಬರಕ್ಕೆ ಮಾರುಹೋಗಿದ್ದಾರೆ. ಇದರಿಂದ ಭೂಮಿಯ ಫಲವತ್ತತೆ ಕಡಿಮೆಯಾಗಿದೆ ಎಂದರು.: [28, 219, 204, 266]
